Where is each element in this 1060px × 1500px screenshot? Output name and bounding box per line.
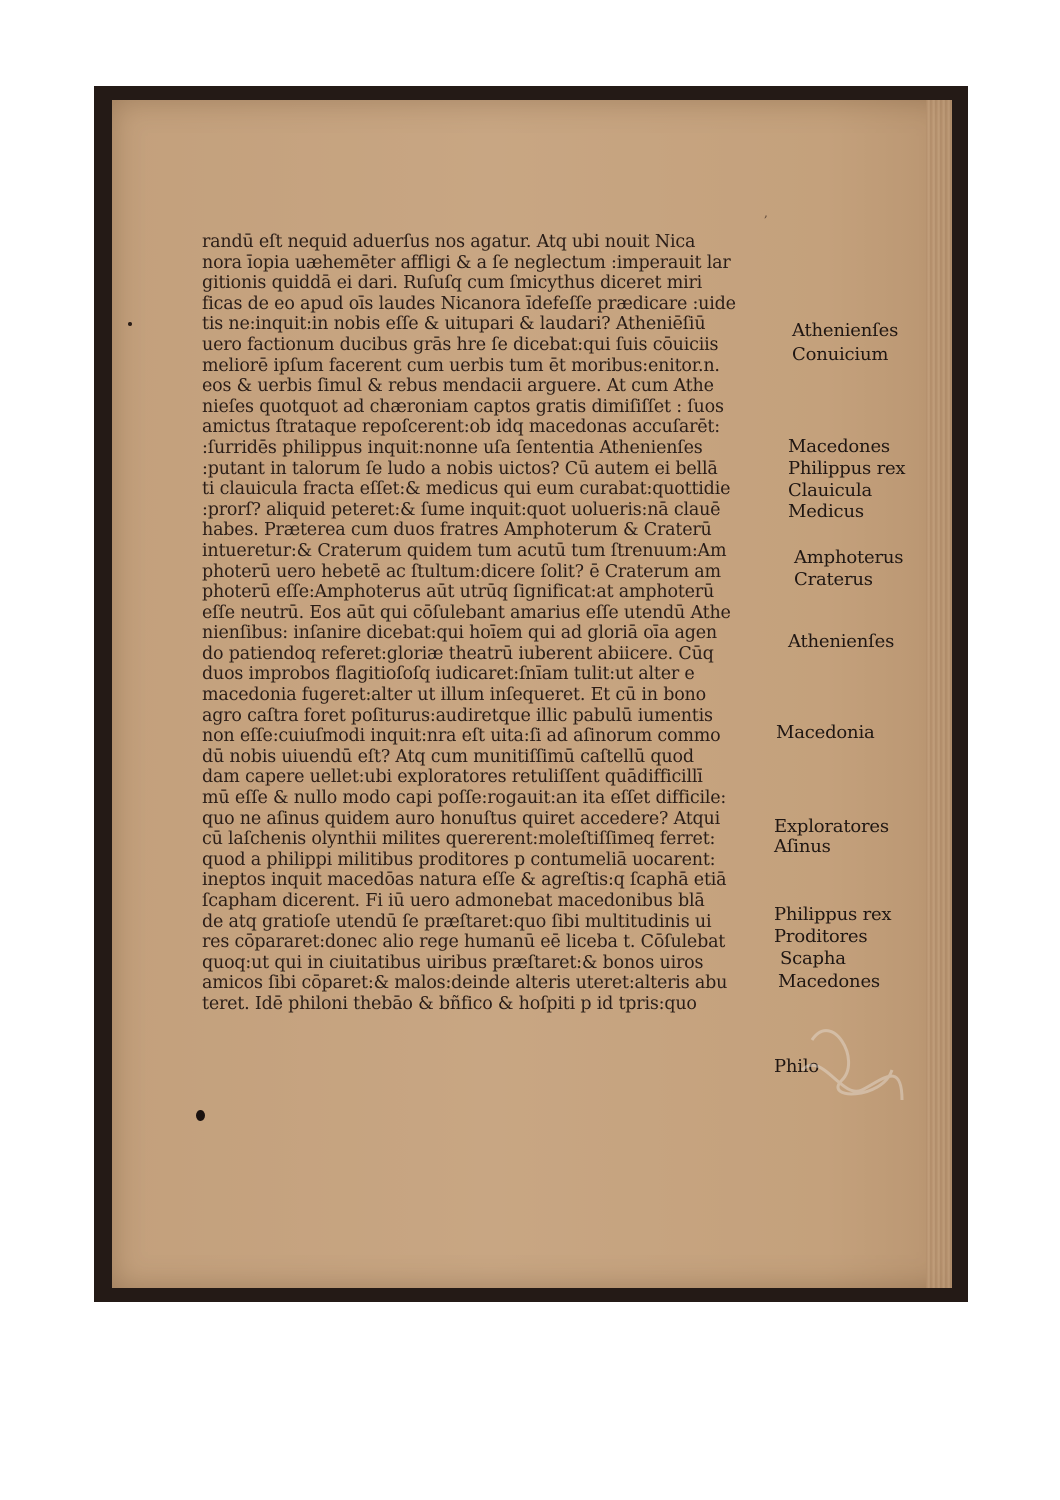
margin-note: Macedones [788,436,890,457]
margin-note: Craterus [794,569,873,590]
text-line: teret. Idē philoni thebāo & bñfico & hoſpiti p id tpris:quo [202,993,697,1014]
text-line: randū eſt nequid aduerſus nos agatur. Atq ubi nouit Nica [202,232,696,252]
text-line: cū laſchenis olynthii milites quererent:moleſtiſſimeq ferret: [202,829,716,850]
text-line: gitionis quiddā ei dari. Ruſuſq cum ſmicythus diceret miri [202,273,703,294]
ink-blot [196,1110,205,1121]
text-line: amicos ſibi cōparet:& malos:deinde alteris uteret:alteris abu [202,973,728,994]
text-line: habes. Præterea cum duos fratres Amphoterum & Craterū [202,520,712,541]
folio-mark: , [764,206,768,220]
text-line: nienſibus: inſanire dicebat:qui hoīem qui ad gloriā oīa agen [202,623,717,644]
text-line: macedonia fugeret:alter ut illum inſequeret. Et cū in bono [202,685,706,706]
margin-note: Scapha [780,948,846,969]
book-page [112,100,952,1288]
scanned-page-frame [94,86,968,1302]
text-line: quoq:ut qui in ciuitatibus uiribus præſtaret:& bonos uiros [202,952,704,973]
text-line: meliorē ipſum facerent cum uerbis tum ēt moribus:enitor.n. [202,355,720,376]
text-line: photerū uero hebetē ac ſtultum:dicere ſolit? ē Craterum am [202,561,721,582]
text-line: :prorſ? aliquid peteret:& ſume inquit:quot uolueris:nā clauē [202,499,721,520]
margin-note: Proditores [774,926,868,947]
text-line: dū nobis uiuendū eſt? Atq cum munitiſſimū caſtellū quod [202,746,694,767]
text-line: dam capere uellet:ubi exploratores retuliſſent quādifficillī [202,767,703,788]
margin-note: Philippus rex [788,458,906,479]
text-line: quod a philippi militibus proditores p contumeliā uocarent: [202,849,716,870]
text-line: eos & uerbis ſimul & rebus mendacii arguere. At cum Athe [202,376,714,397]
ink-speck [128,322,132,326]
margin-note: Amphoterus [794,547,904,568]
margin-note: Macedones [778,971,880,992]
text-line: nora īopia uæhemēter affligi & a ſe neglectum :imperauit lar [202,252,731,273]
text-line: uero factionum ducibus grās hre ſe dicebat:qui ſuis cōuiciis [202,334,719,355]
margin-note: Macedonia [776,722,875,743]
text-line: de atq gratioſe utendū ſe præſtaret:quo ſibi multitudinis ui [202,911,712,932]
text-line: ficas de eo apud oīs laudes Nicanora īdefeſſe prædicare :uide [202,293,736,314]
margin-note: Philippus rex [774,904,892,925]
text-line: tis ne:inquit:in nobis eſſe & uitupari & laudari? Atheniēſiū [202,314,706,335]
page-edge [926,100,952,1288]
text-line: :putant in talorum ſe ludo a nobis uictos? Cū autem ei bellā [202,458,718,479]
margin-note: Exploratores [774,816,889,837]
margin-note: Athenienſes [788,631,895,652]
text-line: quo ne aſinus quidem auro honuſtus quiret accedere? Atqui [202,808,721,829]
text-line: amictus ſtrataque repoſcerent:ob idq macedonas accuſarēt: [202,417,720,438]
text-line: agro caſtra foret poſiturus:audiretque illic pabulū iumentis [202,705,713,726]
margin-note: Clauicula [788,480,872,501]
text-line: intueretur:& Craterum quidem tum acutū tum ſtrenuum:Am [202,540,727,561]
text-line: ti clauicula fracta eſſet:& medicus qui eum curabat:quottidie [202,479,731,500]
text-line: photerū eſſe:Amphoterus aūt utrūq ſignificat:at amphoterū [202,582,715,603]
library-stamp-watermark [792,1000,912,1120]
text-line: ſcapham dicerent. Fi iū uero admonebat macedonibus blā [202,891,705,911]
margin-note: Philo [774,1056,820,1077]
text-line: duos improbos flagitioſoſq iudicaret:ſnīam tulit:ut alter e [202,664,695,685]
text-line: do patiendoq referet:gloriæ theatrū iuberent abiicere. Cūq [202,643,714,664]
main-text-block [202,232,782,1015]
text-line: non eſſe:cuiuſmodi inquit:nra eſt uita:ſi ad aſinorum commo [202,726,721,747]
margin-note: Medicus [788,501,864,522]
text-line: eſſe neutrū. Eos aūt qui cōſulebant amarius eſſe utendū Athe [202,602,731,623]
margin-note: Conuicium [792,344,889,365]
text-line: nieſes quotquot ad chæroniam captos gratis dimiſiſſet : ſuos [202,396,724,417]
text-line: mū eſſe & nullo modo capi poſſe:rogauit:an ita eſſet difficile: [202,788,727,809]
text-line: ineptos inquit macedōas natura eſſe & agreſtis:q ſcaphā etiā [202,870,727,891]
text-line: res cōpararet:donec alio rege humanū eē liceba t. Cōſulebat [202,932,726,953]
margin-note: Athenienſes [792,320,899,341]
margin-note: Aſinus [774,836,831,857]
text-line: :ſurridēs philippus inquit:nonne uſa ſententia Athenienſes [202,437,703,458]
